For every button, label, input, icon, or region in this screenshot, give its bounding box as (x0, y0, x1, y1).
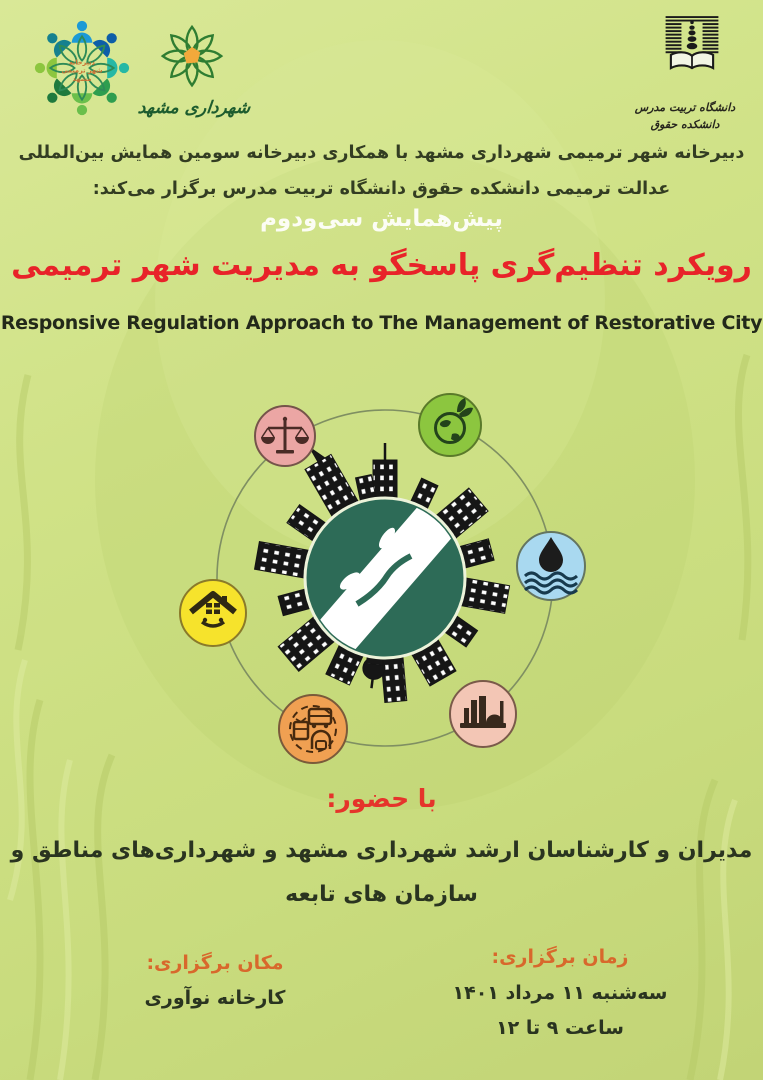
secretariat-logo-text-1: دبیرخانه (68, 58, 96, 67)
secretariat-logo-text-3: مشهد (72, 75, 92, 84)
time-date: سه‌شنبه ۱۱ مرداد ۱۴۰۱ (452, 982, 668, 1004)
earth-leaf-circle (419, 394, 481, 456)
time-hours: ساعت ۹ تا ۱۲ (496, 1017, 624, 1039)
mashhad-municipality-logo (146, 14, 238, 100)
attendance-line-2: سازمان های تابعه (285, 882, 478, 907)
time-label: زمان برگزاری: (491, 946, 629, 968)
pre-conference-title: پیش‌همایش سی‌ودوم (260, 206, 503, 232)
municipality-logo-caption: شهرداری مشهد (136, 98, 252, 118)
attendance-label: با حضور: (326, 784, 437, 813)
municipality-center-blob (184, 47, 200, 63)
tarbiat-modares-university-logo (648, 8, 736, 100)
house-circle (180, 580, 246, 646)
university-caption-2: دانشکده حقوق (650, 118, 720, 131)
time-block (405, 946, 715, 1039)
factory-circle (450, 681, 516, 747)
transport-circle (279, 695, 347, 763)
intro-line-1: دبیرخانه شهر ترمیمی شهرداری مشهد با همکاری دبیرخانه سومین همایش بین‌المللی (18, 143, 745, 163)
intro-line-2: عدالت ترمیمی دانشکده حقوق دانشگاه تربیت مدرس برگزار می‌کند: (92, 179, 671, 199)
emblem-minaret (687, 21, 698, 50)
attendance-line-1: مدیران و کارشناسان ارشد شهرداری مشهد و شهرداری‌های مناطق و (10, 838, 753, 863)
restorative-city-illustration (0, 363, 763, 795)
hands-cooperation-icon (305, 498, 465, 658)
venue-label: مکان برگزاری: (146, 952, 284, 974)
university-caption-1: دانشگاه تربیت مدرس (634, 101, 736, 114)
venue-block (55, 952, 375, 1009)
secretariat-logo-text-2: شهر ترمیمی (61, 66, 103, 75)
restorative-city-secretariat-logo (26, 12, 138, 124)
main-title-en: Responsive Regulation Approach to The Management of Restorative City (0, 312, 763, 334)
main-title-fa: رویکرد تنظیم‌گری پاسخگو به مدیریت شهر ترمیمی (11, 248, 752, 283)
venue-value: کارخانه نوآوری (144, 987, 286, 1009)
water-drop-circle (517, 532, 585, 600)
justice-scales-circle (255, 406, 315, 466)
